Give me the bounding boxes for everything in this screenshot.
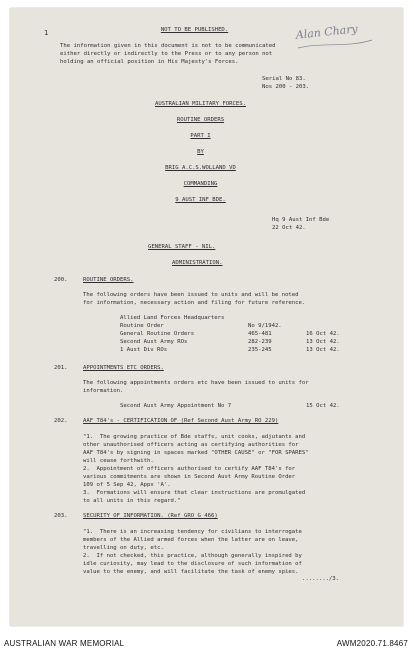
- order-body-line: 109 of 5 Sep 42, Appx 'A'.: [83, 482, 171, 488]
- continuation-marker: ......../3.: [302, 576, 340, 582]
- page-marker: 1: [44, 29, 49, 37]
- order-body-line: "1. There is an increasing tendency for civilians to interrogate: [83, 529, 302, 535]
- order-body-line: idle curiosity, may lead to the disclosure of such information of: [83, 561, 302, 567]
- order-body-line: 2. If not checked, this practice, although generally inspired by: [83, 553, 302, 559]
- order-title: APPOINTMENTS ETC ORDERS.: [83, 365, 164, 371]
- order-number: 200.: [54, 277, 68, 283]
- order-list-date: 13 Oct 42.: [306, 339, 340, 345]
- order-list-date: 16 Oct 42.: [306, 331, 340, 337]
- order-list-date: 13 Oct 42.: [306, 347, 340, 353]
- header-by: BY: [197, 149, 204, 155]
- order-body-line: for information, necessary action and filing for future reference.: [83, 300, 306, 306]
- order-list-name: Second Aust Army ROs: [120, 339, 188, 345]
- order-body-line: to all units in this regard.": [83, 498, 181, 504]
- appointment-date: 15 Oct 42.: [306, 403, 340, 409]
- order-body-line: will cease forthwith.: [83, 458, 154, 464]
- hq-date: 22 Oct 42.: [272, 225, 306, 231]
- order-number: 201.: [54, 365, 68, 371]
- handwritten-annotation: [292, 18, 380, 54]
- footer-accession-number: AWM2020.71.8467: [336, 639, 408, 648]
- order-body-line: 3. Formations will ensure that clear instructions are promulgated: [83, 490, 306, 496]
- header-commander: BRIG A.C.S.WOLLAND VD: [165, 165, 236, 171]
- order-list-nos: 235-245: [248, 347, 272, 353]
- caveat-line: The information given in this document is not to be communicated: [60, 43, 276, 49]
- order-body-line: 2. Appointment of officers authorised to certify AAF T84's for: [83, 466, 296, 472]
- order-title: ROUTINE ORDERS.: [83, 277, 134, 283]
- order-range: Nos 200 - 203.: [262, 84, 310, 90]
- section-heading: GENERAL STAFF - NIL.: [148, 244, 216, 250]
- hq-location: Hq 9 Aust Inf Bde: [272, 217, 330, 223]
- order-body-line: travelling on duty, etc.: [83, 545, 164, 551]
- order-body-line: information.: [83, 388, 124, 394]
- caveat-line: either directly or indirectly to the Press or to any person not: [60, 51, 273, 57]
- order-body-line: "1. The growing practice of Bde staffs, unit cooks, adjutants and: [83, 434, 306, 440]
- order-list-name: Allied Land Forces Headquarters: [120, 315, 225, 321]
- header-part: PART I: [190, 133, 211, 139]
- appointment-item: Second Aust Army Appointment No 7: [120, 403, 232, 409]
- order-list-nos: 465-481: [248, 331, 272, 337]
- order-title: AAF T84's - CERTIFICATION OF (Ref Second Aust Army RO 229): [83, 418, 279, 424]
- order-title: SECURITY OF INFORMATION. (Ref GRO G 466): [83, 513, 218, 519]
- order-body-line: other unauthorised officers acting as certifying authorities for: [83, 442, 299, 448]
- archive-footer: [0, 633, 414, 653]
- subsection-heading: ADMINISTRATION.: [172, 260, 223, 266]
- document-page: [10, 8, 403, 626]
- order-body-line: various commitments are shown in Second Aust Army Routine Order: [83, 474, 296, 480]
- header-unit: 9 AUST INF BDE.: [175, 197, 226, 203]
- header-commanding: COMMANDING: [183, 181, 218, 187]
- restriction-heading: NOT TO BE PUBLISHED.: [160, 27, 229, 33]
- order-list-name: Routine Order: [120, 323, 164, 329]
- order-body-line: The following orders have been issued to units and will be noted: [83, 292, 299, 298]
- footer-institution: AUSTRALIAN WAR MEMORIAL: [4, 639, 125, 648]
- svg-text:Alan Chary: Alan Chary: [295, 22, 359, 42]
- order-list-nos: No 9/1942.: [248, 323, 282, 329]
- order-body-line: value to the enemy, and will facilitate the task of enemy spies.: [83, 569, 299, 575]
- order-number: 202.: [54, 418, 68, 424]
- order-number: 203.: [54, 513, 68, 519]
- order-list-name: 1 Aust Div ROs: [120, 347, 168, 353]
- order-body-line: members of the Allied armed forces when the latter are on leave,: [83, 537, 299, 543]
- order-list-nos: 282-239: [248, 339, 272, 345]
- order-body-line: The following appointments orders etc have been issued to units for: [83, 380, 309, 386]
- order-body-line: AAF T84's by signing in spaces marked "OTHER CAUSE" or "FOR SPARES": [83, 450, 309, 456]
- order-list-name: General Routine Orders: [120, 331, 195, 337]
- header-forces: AUSTRALIAN MILITARY FORCES.: [155, 101, 246, 107]
- header-routine-orders: ROUTINE ORDERS: [176, 117, 225, 123]
- caveat-line: holding an official position in His Majesty's Forces.: [60, 59, 239, 65]
- serial-number: Serial No 83.: [262, 76, 306, 82]
